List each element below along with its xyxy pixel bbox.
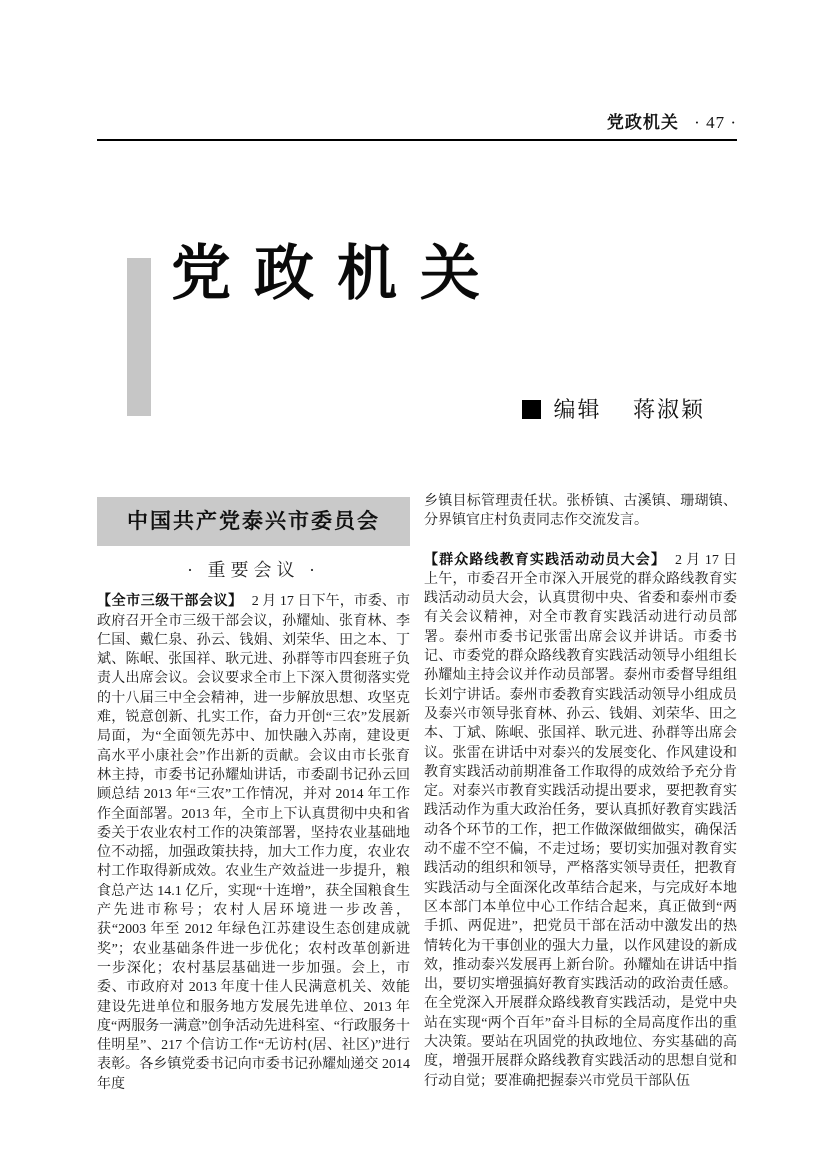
left-column (97, 492, 410, 1094)
chapter-title: 党政机关 (171, 241, 503, 307)
editor-credit (522, 393, 705, 424)
section-header: · 重要会议 · (187, 560, 320, 580)
article-1-column-1 (97, 591, 410, 1094)
article-1-body-part-1: 2 月 17 日下午，市委、市政府召开全市三级干部会议，孙耀灿、张育林、李仁国、戴仁泉、孙云、钱娟、刘荣华、田之本、丁斌、陈岷、张国祥、耿元进、孙群等市四套班子负责人出席会议。会议要求全市上下深入贯彻落实党的十八届三中全会精神，进一步解放思想、攻坚克难，锐意创新、扎实工作，奋力开创“三农”发展新局面，为“全面领先苏中、加快融入苏南，建设更高水平小康社会”作出新的贡献。会议由市长张育林主持，市委书记孙耀灿讲话，市委副书记孙云回顾总结 2013 年“三农”工作情况，并对 2014 年工作作全面部署。2013 年，全市上下认真贯彻中央和省委关于农业农村工作的决策部署，坚持农业基础地位不动摇，加强政策扶持，加大工作力度，农业农村工作取得新成效。农业生产效益进一步提升，粮食总产达 14.1 亿斤，实现“十连增”，获全国粮食生产先进市称号；农村人居环境进一步改善，获“2003 年至 2012 年绿色江苏建设生态创建成就奖”；农业基础条件进一步优化；农村改革创新进一步深化；农村基层基础进一步加强。会上，市委、市政府对 2013 年度十佳人民满意机关、效能建设先进单位和服务地方发展先进单位、2013 年度“两服务一满意”创争活动先进科室、“行政服务十佳明星”、217 个信访工作“无访村(居、社区)”进行表彰。各乡镇党委书记向市委书记孙耀灿递交 2014 年度 (97, 594, 411, 1092)
header-rule (97, 139, 737, 141)
article-2-body: 2 月 17 日上午，市委召开全市深入开展党的群众路线教育实践活动动员大会，认真贯彻中央、省委和泰州市委有关会议精神，对全市教育实践活动进行动员部署。泰州市委书记张雷出席会议并讲话。市委书记、市委党的群众路线教育实践活动领导小组组长孙耀灿主持会议并作动员部署。泰州市委督导组组长刘宁讲话。泰州市委教育实践活动领导小组成员及泰兴市领导张育林、孙云、钱娟、刘荣华、田之本、丁斌、陈岷、张国祥、耿元进、孙群等出席会议。张雷在讲话中对泰兴的发展变化、作风建设和教育实践活动前期准备工作取得的成效给予充分肯定。对泰兴市教育实践活动提出要求，要把教育实践活动作为重大政治任务，要认真抓好教育实践活动各个环节的工作，把工作做深做细做实，确保活动不虚不空不偏，不走过场；要切实加强对教育实践活动的组织和领导，严格落实领导责任，把教育实践活动与全面深化改革结合起来，与完成好本地区本部门本单位中心工作结合起来，真正做到“两手抓、两促进”，把党员干部在活动中激发出的热情转化为干事创业的强大力量，以作风建设的新成效，推动泰兴发展再上新台阶。孙耀灿在讲话中指出，要切实增强搞好教育实践活动的政治责任感。在全党深入开展群众路线教育实践活动，是党中央站在实现“两个百年”奋斗目标的全局高度作出的重大决策。要站在巩固党的执政地位、夯实基础的高度，增强开展群众路线教育实践活动的思想自觉和行动自觉；要准确把握泰兴市党员干部队伍 (424, 552, 737, 1089)
right-column (424, 492, 737, 1091)
running-head-section: 党政机关 (606, 113, 679, 132)
editor-label: 编辑 (553, 397, 602, 422)
editor-square-icon (522, 400, 541, 419)
running-head (97, 112, 737, 134)
article-2 (424, 550, 737, 1091)
article-2-heading: 【群众路线教育实践活动动员大会】 (424, 550, 666, 567)
article-1-heading: 【全市三级干部会议】 (97, 592, 243, 609)
editor-name: 蒋淑颖 (633, 397, 706, 422)
masthead-vertical-bar (127, 258, 151, 416)
article-1-column-2: 乡镇目标管理责任状。张桥镇、古溪镇、珊瑚镇、分界镇官庄村负责同志作交流发言。 (424, 494, 737, 529)
org-title-box: 中国共产党泰兴市委员会 (97, 497, 410, 546)
running-head-page-number: · 47 · (694, 113, 737, 132)
